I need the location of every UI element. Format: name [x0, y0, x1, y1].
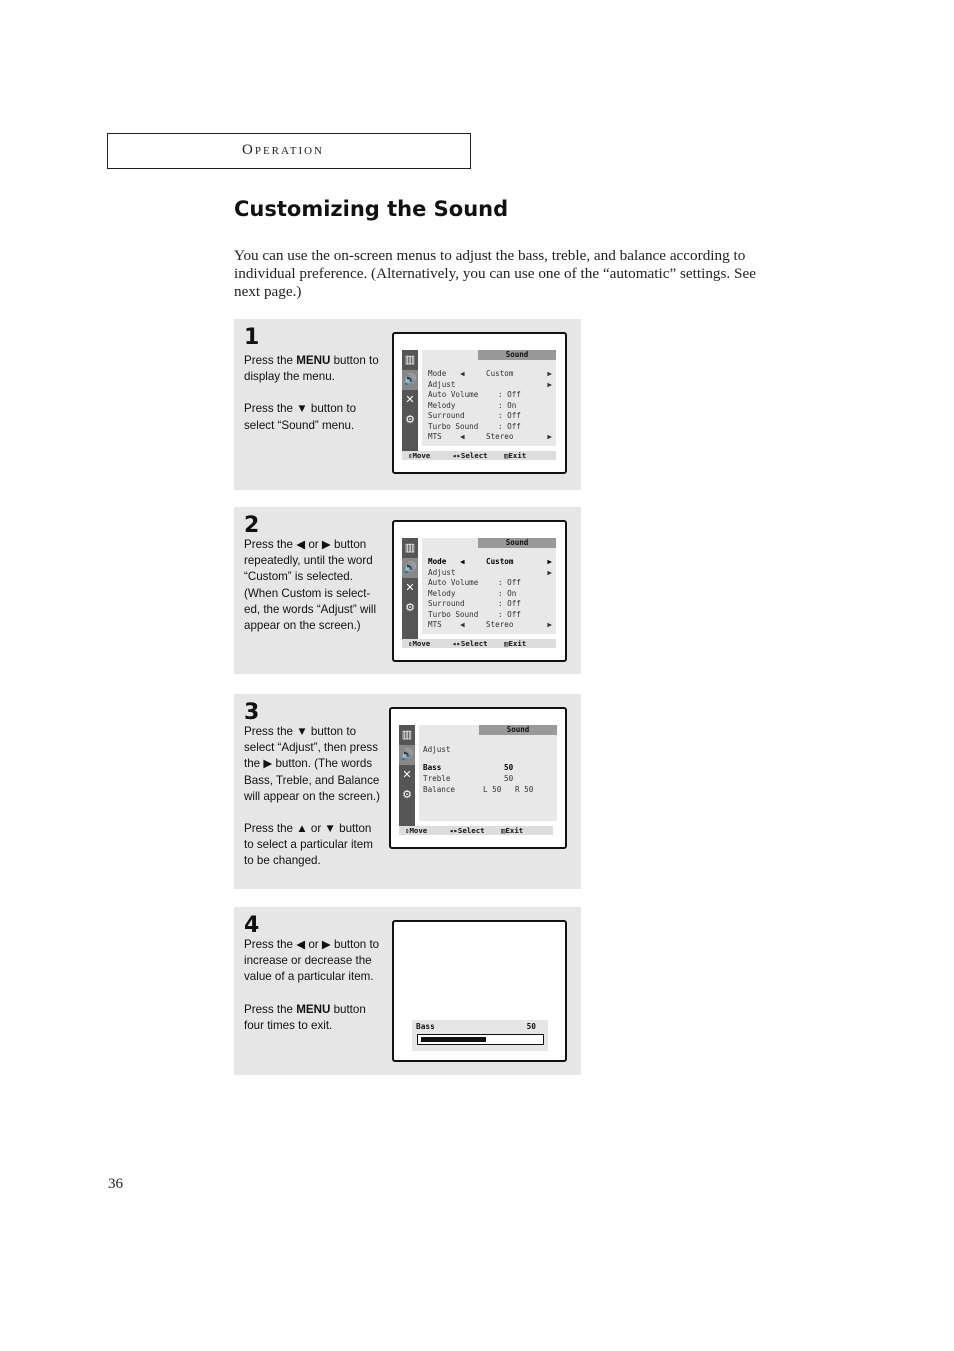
setup-menu-icon: ⚙	[402, 789, 412, 801]
sound-menu-icon: 🔊	[402, 370, 418, 390]
exit-hint: ▥Exit	[504, 639, 527, 648]
step-4-panel	[234, 907, 581, 1075]
tv-screen	[392, 520, 567, 662]
step-instructions	[244, 937, 384, 1050]
osd-sidebar	[402, 350, 418, 458]
bass-value: 50	[526, 1022, 536, 1031]
osd-footer	[402, 639, 556, 648]
osd-menu-title: Sound	[478, 538, 556, 548]
bass-level-track	[417, 1034, 544, 1045]
osd-row-auto-volume: Auto Volume : Off	[428, 578, 521, 587]
select-hint: ◂▸Select	[452, 639, 488, 648]
osd-row-turbo-sound: Turbo Sound : Off	[428, 421, 521, 431]
osd-menu	[422, 538, 556, 634]
page-title: Customizing the Sound	[234, 197, 509, 221]
picture-menu-icon: ▥	[404, 354, 416, 366]
step-text: Press the ▼ button to select “Adjust”, then press the ▶ button. (The words Bass, Treble, and Balance will appear on the screen.)	[244, 725, 380, 803]
osd-row-mts: MTS ◀ Stereo ▶	[428, 620, 552, 629]
channel-menu-icon: ✕	[402, 769, 412, 781]
setup-menu-icon: ⚙	[405, 414, 415, 426]
move-hint: ⇕Move	[408, 639, 431, 648]
sound-menu-icon: 🔊	[402, 558, 418, 578]
osd-row-auto-volume: Auto Volume : Off	[428, 390, 521, 399]
bass-level-fill	[421, 1037, 486, 1042]
step-text: Press the MENU button four times to exit.	[244, 1002, 366, 1032]
step-instructions	[244, 537, 384, 650]
osd-row-mts: MTS ◀ Stereo ▶	[428, 432, 552, 441]
exit-hint: ▥Exit	[504, 451, 527, 460]
osd-menu-title: Sound	[478, 350, 556, 360]
bass-adjust-bar	[412, 1020, 548, 1051]
tv-screen	[389, 707, 567, 849]
osd-row-surround: Surround : Off	[428, 599, 521, 608]
exit-hint: ▥Exit	[501, 826, 524, 835]
osd-menu	[422, 350, 556, 446]
osd-row-adjust: Adjust ▶	[428, 379, 552, 389]
step-number: 1	[244, 325, 260, 350]
step-text: Press the ◀ or ▶ button repeatedly, until the word “Custom” is selected. (When Custom is select-ed, the words “Adjust” will appear on the screen.)	[244, 538, 377, 633]
setup-menu-icon: ⚙	[405, 602, 415, 614]
step-text: Press the ▲ or ▼ button to select a particular item to be changed.	[244, 822, 373, 868]
step-number: 3	[244, 700, 260, 725]
move-hint: ⇕Move	[405, 826, 428, 835]
step-number: 4	[244, 913, 260, 938]
section-title: Operation	[242, 142, 325, 158]
osd-row-balance: Balance L 50 R 50	[423, 785, 534, 794]
channel-menu-icon: ✕	[405, 582, 415, 594]
osd-footer	[399, 826, 553, 835]
channel-menu-icon: ✕	[405, 394, 415, 406]
osd-row-melody: Melody : On	[428, 400, 517, 410]
osd-row-bass: Bass 50	[423, 763, 514, 772]
step-instructions	[244, 724, 384, 886]
osd-row-mode: Mode ◀ Custom ▶	[428, 557, 552, 566]
picture-menu-icon: ▥	[401, 729, 413, 741]
osd-sidebar	[399, 725, 415, 833]
picture-menu-icon: ▥	[404, 542, 416, 554]
osd-row-adjust: Adjust ▶	[428, 567, 552, 577]
step-instructions	[244, 353, 384, 450]
osd-row-turbo-sound: Turbo Sound : Off	[428, 609, 521, 619]
step-1-panel	[234, 319, 581, 490]
page-number: 36	[108, 1176, 123, 1192]
step-3-panel	[234, 694, 581, 889]
osd-row-surround: Surround : Off	[428, 411, 521, 420]
step-number: 2	[244, 513, 260, 538]
step-text: Press the MENU button to display the menu.	[244, 354, 379, 384]
osd-row-melody: Melody : On	[428, 588, 517, 598]
move-hint: ⇕Move	[408, 451, 431, 460]
select-hint: ◂▸Select	[449, 826, 485, 835]
osd-sidebar	[402, 538, 418, 646]
bass-label: Bass	[416, 1022, 435, 1031]
step-text: Press the ▼ button to select “Sound” menu.	[244, 402, 357, 432]
intro-paragraph: You can use the on-screen menus to adjust the bass, treble, and balance according to individual preference. (Alternatively, you can use one of the “automatic” settings. See next page.)	[234, 247, 756, 300]
sound-menu-icon: 🔊	[399, 745, 415, 765]
osd-row-mode: Mode ◀ Custom ▶	[428, 369, 552, 378]
osd-row-treble: Treble 50	[423, 774, 514, 783]
tv-screen	[392, 920, 567, 1062]
osd-menu-title: Sound	[479, 725, 557, 735]
tv-screen	[392, 332, 567, 474]
section-header-box	[107, 133, 471, 169]
step-text: Press the ◀ or ▶ button to increase or decrease the value of a particular item.	[244, 938, 380, 984]
select-hint: ◂▸Select	[452, 451, 488, 460]
osd-submenu-title: Adjust	[423, 745, 451, 754]
osd-footer	[402, 451, 556, 460]
step-2-panel	[234, 507, 581, 674]
osd-menu	[419, 725, 557, 821]
